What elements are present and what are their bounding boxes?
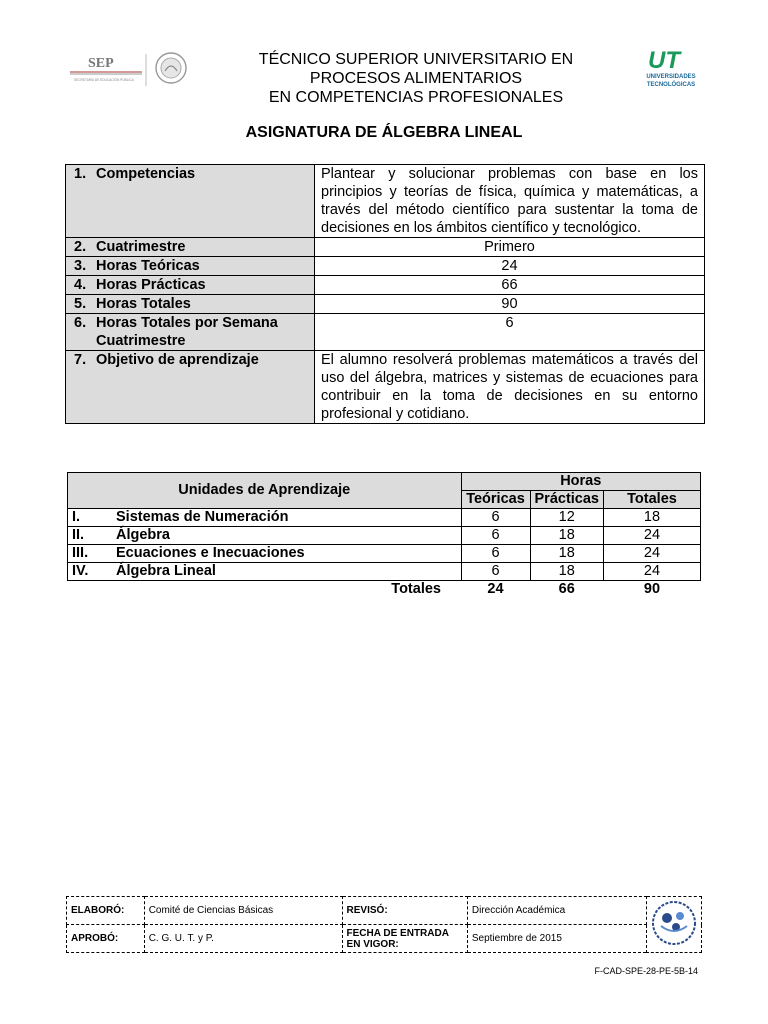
info-row-label: Competencias — [96, 166, 196, 182]
university-seal-icon — [647, 897, 702, 953]
table-row — [68, 509, 701, 527]
unit-teoricas: 6 — [461, 527, 530, 545]
info-row-number: 4. — [74, 277, 87, 293]
info-label — [66, 276, 315, 295]
header-teoricas: Teóricas — [461, 491, 530, 509]
info-row-label: Horas Totales por Semana Cuatrimestre — [96, 315, 278, 349]
totals-teoricas: 24 — [487, 581, 504, 597]
info-value-objetivo: El alumno resolverá problemas matemáticos a través del uso del álgebra, matrices y sistemas de ecuaciones para contribuir en la toma de decisiones en su entorno profesional y cotidiano. — [315, 351, 705, 424]
ut-logo-subtext-2: TECNOLÓGICAS — [646, 82, 696, 88]
info-row-label: Cuatrimestre — [96, 239, 186, 255]
info-value-cuatrimestre: Primero — [315, 238, 705, 257]
info-row-objetivo — [66, 351, 705, 424]
unit-name-cell — [68, 527, 462, 545]
info-row-label: Horas Teóricas — [96, 258, 200, 274]
info-row-number: 7. — [74, 352, 87, 368]
unit-number: II. — [72, 527, 85, 543]
info-row-number: 3. — [74, 258, 87, 274]
header-hours: Horas — [461, 473, 701, 491]
info-row-number: 1. — [74, 166, 87, 182]
header-units: Unidades de Aprendizaje — [68, 473, 462, 509]
info-label — [66, 351, 315, 424]
footer-row-2 — [67, 925, 702, 953]
info-label — [66, 295, 315, 314]
approval-footer — [66, 896, 702, 953]
title-line-2: PROCESOS ALIMENTARIOS — [309, 70, 523, 87]
totals-practicas: 66 — [558, 581, 575, 597]
sep-logo — [66, 48, 194, 90]
unit-practicas: 18 — [530, 527, 604, 545]
aprobo-label: APROBÓ: — [67, 925, 145, 953]
unit-totales: 24 — [604, 563, 701, 581]
info-row-horas-totales — [66, 295, 705, 314]
document-code: F-CAD-SPE-28-PE-5B-14 — [594, 966, 698, 976]
unit-number: I. — [72, 509, 81, 525]
unit-teoricas: 6 — [461, 509, 530, 527]
title-line-1: TÉCNICO SUPERIOR UNIVERSITARIO EN — [258, 51, 574, 68]
unit-name-cell — [68, 545, 462, 563]
totals-totales: 90 — [643, 581, 661, 597]
header-practicas: Prácticas — [530, 491, 604, 509]
header-totales: Totales — [604, 491, 701, 509]
info-row-number: 6. — [74, 315, 87, 331]
aprobo-value: C. G. U. T. y P. — [144, 925, 342, 953]
reviso-label: REVISÓ: — [342, 897, 467, 925]
info-row-cuatrimestre — [66, 238, 705, 257]
unit-totales: 24 — [604, 545, 701, 563]
info-row-competencias — [66, 165, 705, 238]
info-row-horas-teoricas — [66, 257, 705, 276]
unit-totales: 18 — [604, 509, 701, 527]
ut-logo — [640, 44, 702, 92]
sep-logo-subtext: SECRETARÍA DE EDUCACIÓN PÚBLICA — [74, 78, 134, 82]
unit-practicas: 18 — [530, 545, 604, 563]
info-label — [66, 238, 315, 257]
unit-number: IV. — [72, 563, 89, 579]
info-label — [66, 257, 315, 276]
subject-title: ASIGNATURA DE ÁLGEBRA LINEAL — [245, 124, 523, 141]
totals-label: Totales — [391, 581, 441, 597]
footer-row-1 — [67, 897, 702, 925]
unit-practicas: 18 — [530, 563, 604, 581]
program-title — [200, 50, 632, 107]
table-row — [68, 527, 701, 545]
units-header-row — [68, 473, 701, 491]
info-row-label: Horas Prácticas — [96, 277, 206, 293]
totals-row — [68, 581, 701, 599]
elaboro-label: ELABORÓ: — [67, 897, 145, 925]
ut-logo-text: UT — [648, 47, 680, 74]
info-value-horas-semana: 6 — [315, 314, 705, 351]
fecha-label: FECHA DE ENTRADA EN VIGOR: — [342, 925, 467, 953]
info-value-horas-totales: 90 — [315, 295, 705, 314]
info-label — [66, 314, 315, 351]
unit-name-cell — [68, 563, 462, 581]
unit-name: Álgebra — [116, 527, 170, 543]
unit-name: Ecuaciones e Inecuaciones — [116, 545, 305, 561]
info-row-number: 2. — [74, 239, 87, 255]
info-label — [66, 165, 315, 238]
info-row-horas-semana — [66, 314, 705, 351]
unit-number: III. — [72, 545, 89, 561]
unit-teoricas: 6 — [461, 545, 530, 563]
elaboro-value: Comité de Ciencias Básicas — [144, 897, 342, 925]
unit-name: Sistemas de Numeración — [116, 509, 289, 525]
info-value-horas-practicas: 66 — [315, 276, 705, 295]
info-row-label: Objetivo de aprendizaje — [96, 352, 259, 368]
title-line-3: EN COMPETENCIAS PROFESIONALES — [268, 89, 564, 106]
info-value-competencias: Plantear y solucionar problemas con base en los principios y teorías de física, química y matemáticas, a través del método científico para sustentar la toma de decisiones en los ámbitos científico y tecnológico. — [315, 165, 705, 238]
unit-name: Álgebra Lineal — [116, 563, 216, 579]
sep-logo-text: SEP — [88, 56, 114, 71]
unit-totales: 24 — [604, 527, 701, 545]
table-row — [68, 545, 701, 563]
ut-logo-subtext-1: UNIVERSIDADES — [646, 74, 696, 80]
course-info-table — [65, 164, 705, 424]
info-row-horas-practicas — [66, 276, 705, 295]
unit-name-cell — [68, 509, 462, 527]
unit-teoricas: 6 — [461, 563, 530, 581]
info-row-number: 5. — [74, 296, 87, 312]
info-row-label: Horas Totales — [96, 296, 191, 312]
reviso-value: Dirección Académica — [467, 897, 646, 925]
table-row — [68, 563, 701, 581]
learning-units-table — [67, 472, 701, 598]
unit-practicas: 12 — [530, 509, 604, 527]
info-value-horas-teoricas: 24 — [315, 257, 705, 276]
fecha-value: Septiembre de 2015 — [467, 925, 646, 953]
